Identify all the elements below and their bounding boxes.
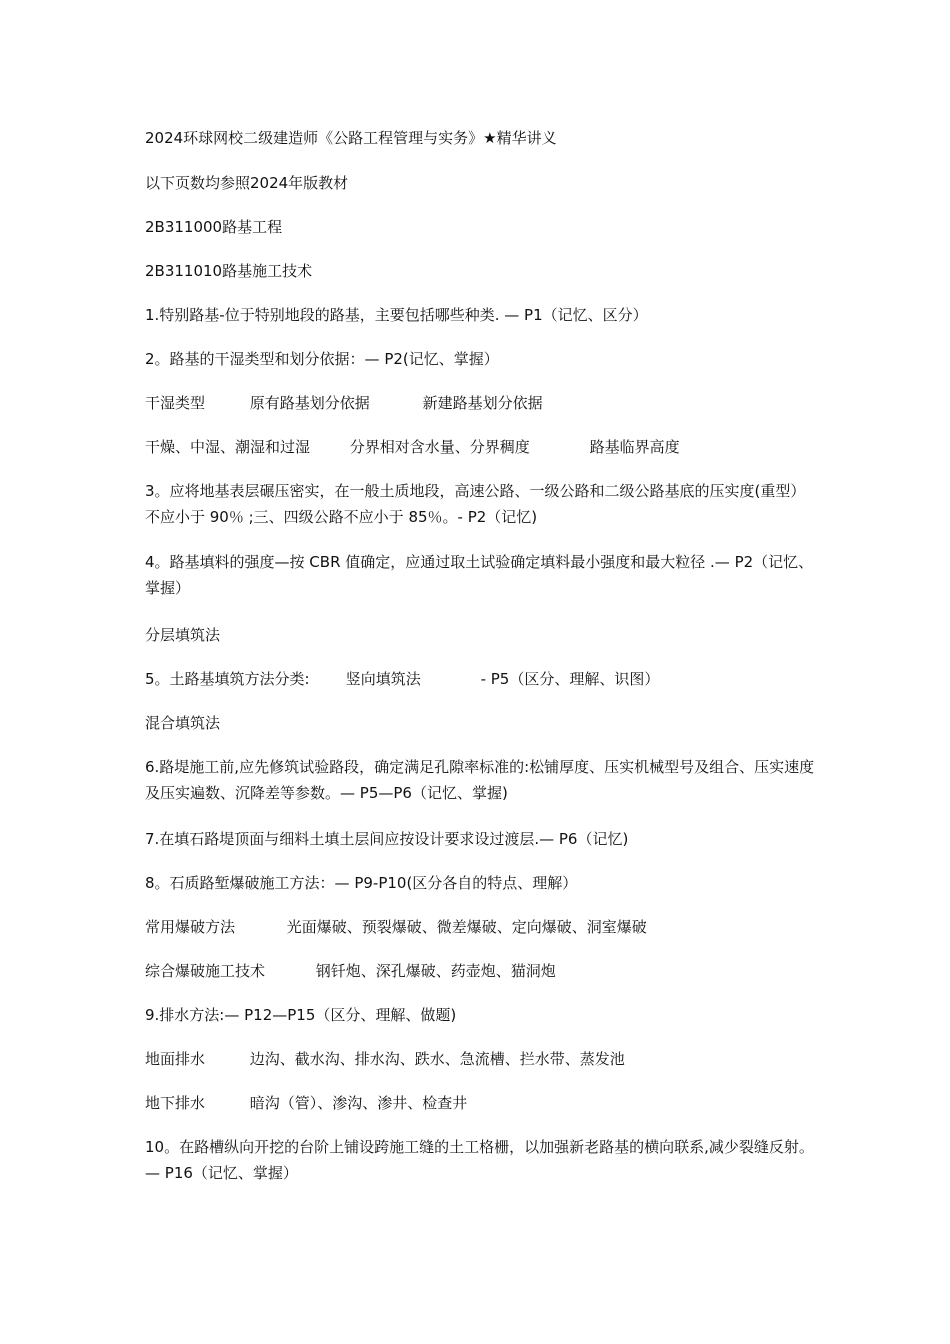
item-3: 3。应将地基表层碾压密实，在一般土质地段，高速公路、一级公路和二级公路基底的压实度(重型）不应小于 90％ ;三、四级公路不应小于 85％。- P2（记忆) bbox=[145, 482, 806, 526]
table-cell: 干燥、中湿、潮湿和过湿 bbox=[145, 438, 311, 456]
drain-row-underground bbox=[145, 1090, 815, 1116]
item-9: 9.排水方法:— P12—P15（区分、理解、做题) bbox=[145, 1006, 457, 1024]
table-header-cell: 原有路基划分依据 bbox=[249, 394, 370, 412]
drain-row-surface bbox=[145, 1046, 815, 1072]
item-2: 2。路基的干湿类型和划分依据：— P2(记忆、掌握） bbox=[145, 350, 499, 368]
blast-row-value: 钢钎炮、深孔爆破、药壶炮、猫洞炮 bbox=[315, 962, 556, 980]
fill-method-mixed: 混合填筑法 bbox=[145, 714, 221, 732]
blast-row-common bbox=[145, 914, 815, 940]
item-6: 6.路堤施工前,应先修筑试验路段，确定满足孔隙率标准的:松铺厚度、压实机械型号及组合、压实速度及压实遍数、沉降差等参数。— P5—P6（记忆、掌握) bbox=[145, 758, 815, 802]
drain-row-label: 地面排水 bbox=[145, 1050, 206, 1068]
table-cell: 分界相对含水量、分界稠度 bbox=[349, 438, 530, 456]
drain-row-label: 地下排水 bbox=[145, 1094, 206, 1112]
drain-row-value: 边沟、截水沟、排水沟、跌水、急流槽、拦水带、蒸发池 bbox=[249, 1050, 625, 1068]
table-header-cell: 新建路基划分依据 bbox=[422, 394, 543, 412]
item-5 bbox=[145, 666, 815, 692]
item-4: 4。路基填料的强度—按 CBR 值确定，应通过取土试验确定填料最小强度和最大粒径 .— P2（记忆、掌握） bbox=[145, 553, 814, 597]
item-5-method: 竖向填筑法 bbox=[345, 670, 421, 688]
document-title: 2024环球网校二级建造师《公路工程管理与实务》★精华讲义 bbox=[145, 129, 557, 147]
table-cell: 路基临界高度 bbox=[589, 438, 680, 456]
blast-row-label: 常用爆破方法 bbox=[145, 918, 236, 936]
item-8: 8。石质路堑爆破施工方法：— P9-P10(区分各自的特点、理解） bbox=[145, 874, 578, 892]
blast-row-value: 光面爆破、预裂爆破、微差爆破、定向爆破、洞室爆破 bbox=[286, 918, 647, 936]
item-7: 7.在填石路堤顶面与细料土填土层间应按设计要求设过渡层.— P6（记忆) bbox=[145, 830, 629, 848]
dry-wet-table-header bbox=[145, 390, 815, 416]
drain-row-value: 暗沟（管）、渗沟、渗井、检查井 bbox=[249, 1094, 468, 1112]
item-10: 10。在路槽纵向开挖的台阶上铺设跨施工缝的土工格栅，以加强新老路基的横向联系,减少裂缝反射。— P16（记忆、掌握） bbox=[145, 1138, 814, 1182]
section-heading: 2B311010路基施工技术 bbox=[145, 262, 313, 280]
chapter-heading: 2B311000路基工程 bbox=[145, 218, 283, 236]
item-1: 1.特别路基-位于特别地段的路基，主要包括哪些种类. — P1（记忆、区分） bbox=[145, 306, 648, 324]
fill-method-layered: 分层填筑法 bbox=[145, 626, 221, 644]
blast-row-combined bbox=[145, 958, 815, 984]
item-5-suffix: - P5（区分、理解、识图） bbox=[480, 670, 660, 688]
blast-row-label: 综合爆破施工技术 bbox=[145, 962, 266, 980]
item-5-prefix: 5。土路基填筑方法分类: bbox=[145, 670, 310, 688]
dry-wet-table-row bbox=[145, 434, 815, 460]
reference-note: 以下页数均参照2024年版教材 bbox=[145, 174, 349, 192]
table-header-cell: 干湿类型 bbox=[145, 394, 206, 412]
